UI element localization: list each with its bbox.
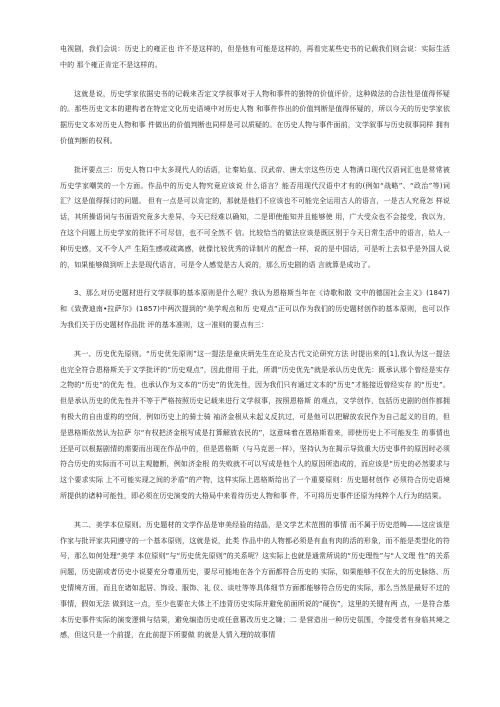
paragraph-5: 其一、历史优先原则。“历史优先原则”这一提法是童庆炳先生在论及古代文论研究方法 时提出来的[1],我认为这一提法也完全符合恩格斯关于文学批评的“历史观点”，因此借用 于此，所谓“历史优先”就是承认历史优先：既承认那个曾经是实存之物的“历史”的优先 性，也承认作为文本的“历史”的优先性，因为我们只有通过文本的“历史”才能接近曾经实存 的“历史”。但是承认历史的优先性并不等于严格按照历史记载来进行文学叙事，按照恩格斯 的观点，文学创作，包括历史剧的创作都拥有极大的自由虚构的空间，例如历史上的骑士骑 袖济金根从未起义反抗过，可是他可以把解放农民作为自己起义的目的，但是恩格斯依然认为拉萨 尔“有权把济金根写成是打算解放农民的”，这意味着在恩格斯看来，即使历史上不可能发生 的事情也还是可以根据剧情的需要而出现在作品中的，但是恩格斯（与马克思一样），坚持认为在揭示导致重大历史事件的原因时必须符合历史的实际而不可以主观臆断，例如济金根 的失败就不可以写成是他个人的原因所造成的，而应该是“历史的必然要求与这个要求实际 上不可能实现之间的矛盾”的产物，这样实际上恩格斯给出了一个重要原则：历史题材创作 必须符合历史语境所提供的诸种可能性，即必须在历史演变的大格局中来看待历史人物和事 件，不可将历史事件还原为纯粹个人行为的结果。 <box>60 349 450 500</box>
paragraph-6: 其二、美学本位原则。历史题材的文学作品是审美经验的结晶，是文学艺术范围的事情 而不属于历史范畴——这应该是作家与批评家共同遵守的一个基本原则，这就是说，此类 作品中的人物都必须是有血有肉的活的形象，而不能是类型化的符号，那么如何处理“美学 本位原则”与“历史优先原则”的关系呢？这实际上也就是通常所说的“历史理性”与“人文理 性”的关系问题，历史剧或者历史小说要充分尊重历史，要尽可能地在各个方面都符合历史的 实际，如果能够不仅在大的历史脉络、历史情境方面，而且在诸如起居、饰设、服饰、礼 仪、谈吐等等具体细节方面都能够符合历史的实际，那么当然是最好不过的事情，假如无法 做到这一点，至少也要在大体上不违背历史实际并避免前面所说的“硬伤”，这里的关键有两 点，一是符合基本历史事件实际的演变逻辑与结果，避免编造历史或任意篡改历史之嫌；二 是营造出一种历史氛围，令接受者有身临其境之感，但这只是一个前提，在此前提下所要做 的就是人情入理的故事情 <box>60 520 450 640</box>
paragraph-4: 3、那么对历史题材进行文学叙事的基本原则是什么呢？我认为恩格斯当年在《诗歌和散 文中的德国社会主义》(1847)和《致费迪南•拉萨尔》(1857)中两次提到的“美学观点和历 史观点”正可以作为我们的历史题材创作的基本原则，也可以作为我们关于历史题材作品批 评的基本准则，这一准则的要点有三： <box>60 289 450 329</box>
paragraph-3: 批评要点三：历史人物口中太多现代人的话语，让秦始皇、汉武帝、唐太宗这些历史 人物满口现代汉语词汇也是常常被历史学家嘲笑的一个方面。作品中的历史人物究竟应该说 什么语言？能否用现代汉语中才有的(例如“战略”、“政治”等)词汇？这是值得探讨的问题。 但有一点是可以肯定的，那就是他们不应该也不可能完全运用古人的语言，一是古人究竟怎 样说话，其所操语词与书面语究竟多大差异，今天已经难以确知，二是即使能知并且能够使 用，广大受众也不会接受，我以为，在这个问题上历史学家的批评不可尽信，也不可全然不 信。比较恰当的做法应该是既区别于今天日常生活中的语言，给人一种历史感，又不令人产 生陌生感或疏离感，就像比较优秀的译制片的配音一样，说的是中国话，可是听上去似乎是外国人说的，如果能够做到听上去是现代语言，可是令人感觉是古人说的，那么历史剧的语 言就算是成功了。 <box>60 165 450 269</box>
paragraph-1: 电视剧，我们会说：历史上的雍正也 许不是这样的，但是他有可能是这样的，再看完某些史书的记载我们则会说：实际生活中的 那个雍正肯定不是这样的。 <box>60 45 450 69</box>
paragraph-2: 这就是说，历史学家依据史书的记载来否定文学叙事对于人物和事件的独特的价值评价，这种做法的合法性是值得怀疑的。那些历史文本的建构者在特定文化历史语境中对历史人物 和事件作出的价值判断是值得怀疑的，所以今天的历史学家依据历史文本对历史人物和事 件做出的价值判断也同样是可以质疑的。在历史人物与事件面前，文学叙事与历史叙事同样 拥有价值判断的权利。 <box>60 89 450 145</box>
